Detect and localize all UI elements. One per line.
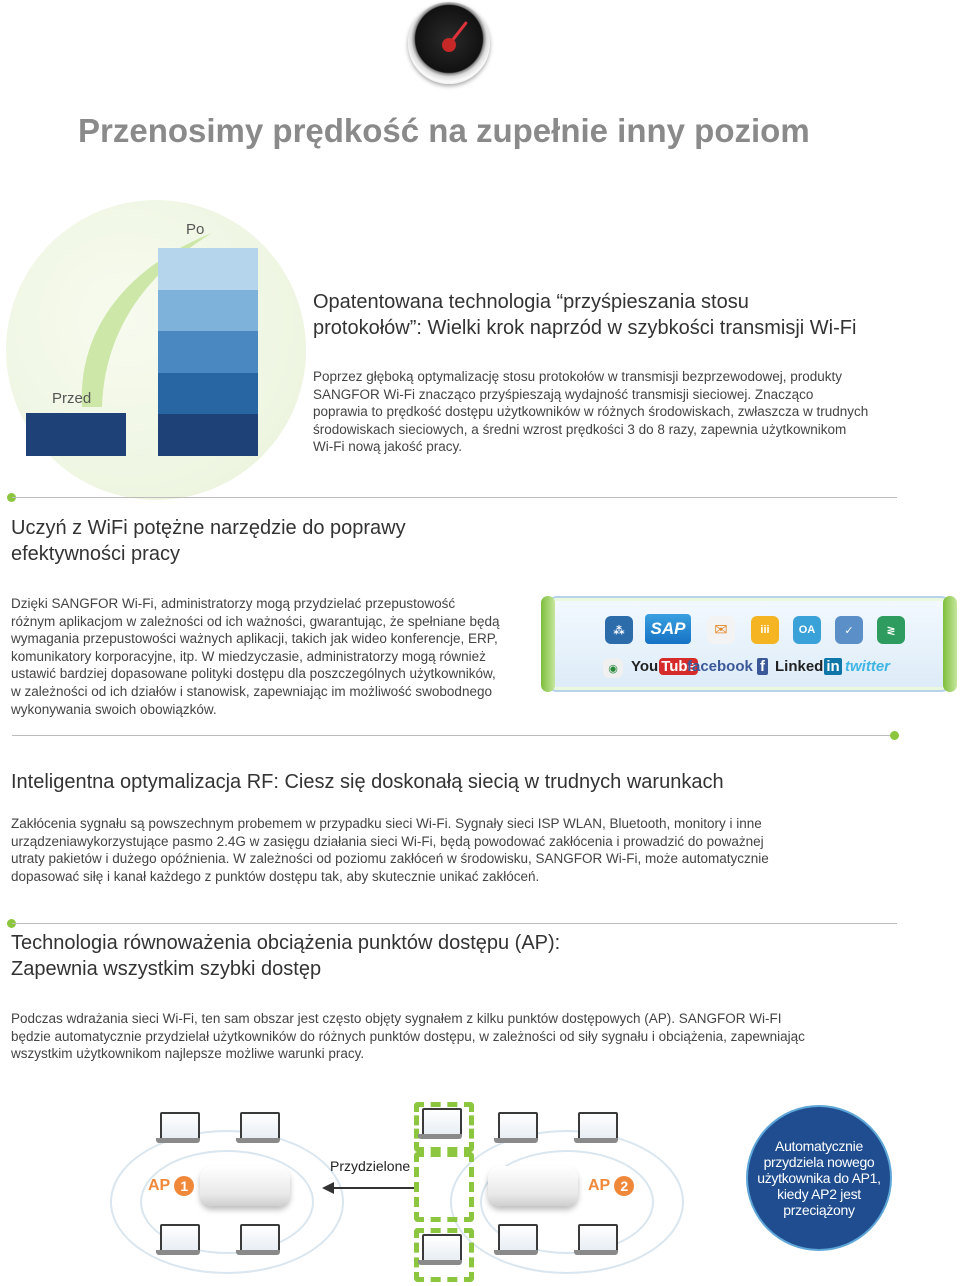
bar-segment [158, 290, 258, 331]
section2-heading [11, 515, 406, 567]
body-line: różnym aplikacjom w zależności od ich ważności, gwarantując, że spełniane będą [11, 613, 500, 629]
body-line: będzie automatycznie przydzielał użytkowników do różnych punktów dostępu, w zależności od siły sygnału i obciążenia, zapewniając [11, 1028, 805, 1044]
sap-logo-icon [645, 614, 691, 644]
body-line: środowiskach sieciowych, a średni wzrost prędkości 3 do 8 razy, zapewnia użytkownikom [313, 421, 847, 437]
network-app-icon: ⁂ [605, 616, 633, 644]
bar-segment [158, 248, 258, 290]
laptop-icon [494, 1112, 538, 1146]
access-point-2-icon [488, 1166, 578, 1206]
ap1-label [148, 1176, 194, 1196]
sap-logo-text: SAP [650, 619, 686, 638]
facebook-logo-icon [687, 658, 768, 675]
section4-heading-line: Zapewnia wszystkim szybki dostęp [11, 958, 322, 980]
assigned-arrow-icon [318, 1178, 418, 1208]
erp-app-icon: ≷ [877, 616, 905, 644]
twitter-logo-icon [845, 658, 890, 675]
access-point-1-icon [200, 1166, 290, 1206]
ap1-text: AP [148, 1177, 171, 1194]
laptop-icon [418, 1234, 462, 1268]
ap2-number: 2 [614, 1176, 634, 1196]
info-badge [748, 1107, 890, 1249]
info-badge-text: Automatycznie przydziela nowego użytkownika do AP1, kiedy AP2 jest przeciążony [757, 1138, 881, 1218]
section1-heading-line: protokołów”: Wielki krok naprzód w szybkości transmisji Wi-Fi [313, 317, 857, 339]
body-line: Poprzez głęboką optymalizację stosu protokołów w transmisji bezprzewodowej, produkty [313, 369, 842, 384]
section2-heading-line: efektywności pracy [11, 543, 180, 565]
bar-segment [158, 373, 258, 414]
laptop-icon [236, 1112, 280, 1146]
section2-heading-line: Uczyń z WiFi potężne narzędzie do poprawy [11, 517, 406, 539]
divider-line [12, 923, 897, 924]
speedometer-hub [442, 38, 456, 52]
body-line: poprawia to prędkość dostępu użytkowników w różnych środowiskach, zwłaszcza w trudnych [313, 404, 869, 420]
body-line: wykonywania swoich obowiązków. [11, 701, 217, 717]
divider-line [12, 497, 897, 498]
youtube-tube: Tube [661, 658, 696, 675]
twitter-word: twitter [845, 658, 890, 675]
laptop-icon [156, 1112, 200, 1146]
page-title: Przenosimy prędkość na zupełnie inny poziom [78, 112, 810, 149]
assigned-label: Przydzielone [330, 1158, 411, 1174]
bar-after [158, 248, 258, 456]
body-line: ustawić bardziej dopasowane polityki dostępu dla poszczególnych użytkowników, [11, 666, 496, 682]
body-line: wymagania przepustowości ważnych aplikacji, takich jak wideo konferencje, ERP, [11, 631, 498, 647]
bar-segment [158, 414, 258, 456]
laptop-icon [156, 1224, 200, 1258]
body-line: w zależności od ich działów i stanowisk, zapewniając im możliwość swobodnego [11, 683, 492, 699]
section2-body [11, 595, 500, 718]
body-line: Podczas wdrażania sieci Wi-Fi, ten sam obszar jest często objęty sygnałem z kilku punktów dostępowych (AP). SANGFOR Wi-FI [11, 1011, 782, 1026]
section1-heading [313, 289, 856, 341]
oa-app-icon: OA [793, 616, 821, 644]
facebook-word: facebook [687, 658, 753, 675]
linkedin-logo-icon [775, 658, 842, 675]
bar-before [26, 413, 126, 456]
section3-body [11, 815, 769, 885]
laptop-icon [236, 1224, 280, 1258]
section4-heading-line: Technologia równoważenia obciążenia punktów dostępu (AP): [11, 932, 561, 954]
section4-heading [11, 930, 560, 982]
body-line: komunikatory korporacyjne, itp. W miedzyczasie, administratorzy mogą również [11, 648, 486, 664]
body-line: dopasować siłę i kanał każdego z punktów dostępu tak, aby skutecznie unikać zakłóceń. [11, 868, 540, 884]
divider-dot [890, 731, 899, 740]
linkedin-in: in [826, 658, 840, 675]
panel-edge [541, 596, 555, 692]
mail-app-icon: ✉ [707, 616, 735, 644]
body-line: SANGFOR Wi-Fi znacząco przyśpieszają wydajność transmisji sieciowej. Znacząco [313, 386, 814, 402]
body-line: Zakłócenia sygnału są powszechnym probemem w przypadku sieci Wi-Fi. Sygnały sieci ISP WLAN, Bluetooth, monitory i inne [11, 816, 762, 831]
ap2-text: AP [588, 1177, 611, 1194]
facebook-f: f [757, 658, 768, 675]
outlook-app-icon: ✓ [835, 616, 863, 644]
label-before: Przed [52, 390, 92, 407]
apps-panel [547, 596, 951, 692]
globe-app-icon: ◉ [603, 658, 623, 678]
body-line: Dzięki SANGFOR Wi-Fi, administratorzy mogą przydzielać przepustowość [11, 596, 456, 611]
section4-body [11, 1010, 805, 1063]
orange-app-icon: iii [751, 616, 779, 644]
ap2-label [588, 1176, 634, 1196]
panel-edge [943, 596, 957, 692]
body-line: Wi-Fi nową jakość pracy. [313, 439, 463, 455]
body-line: urządzeniawykorzystujące pasmo 2.4G w zasięgu działania sieci Wi-Fi, będą powodować zakłócenia i prowadzić do poważnej [11, 833, 764, 849]
laptop-icon [494, 1224, 538, 1258]
body-line: utraty pakietów i dużego opóźnienia. W zależności od poziomu zakłóceń w środowisku, SANGFOR Wi-Fi, może automatycznie [11, 851, 769, 867]
speedometer-icon [408, 2, 490, 84]
laptop-icon [418, 1108, 462, 1142]
section1-body [313, 368, 868, 456]
divider-line [12, 735, 894, 736]
bar-segment [158, 331, 258, 373]
section3-heading: Inteligentna optymalizacja RF: Ciesz się doskonałą siecią w trudnych warunkach [11, 771, 724, 793]
laptop-icon [574, 1112, 618, 1146]
label-after: Po [186, 221, 205, 238]
linkedin-word: Linked [775, 658, 824, 675]
section1-heading-line: Opatentowana technologia “przyśpieszania stosu [313, 291, 749, 313]
new-user-box [414, 1152, 474, 1222]
youtube-you: You [631, 658, 659, 675]
laptop-icon [574, 1224, 618, 1258]
ap1-number: 1 [174, 1176, 194, 1196]
body-line: wszystkim użytkownikom najlepsze możliwe warunki pracy. [11, 1046, 365, 1062]
